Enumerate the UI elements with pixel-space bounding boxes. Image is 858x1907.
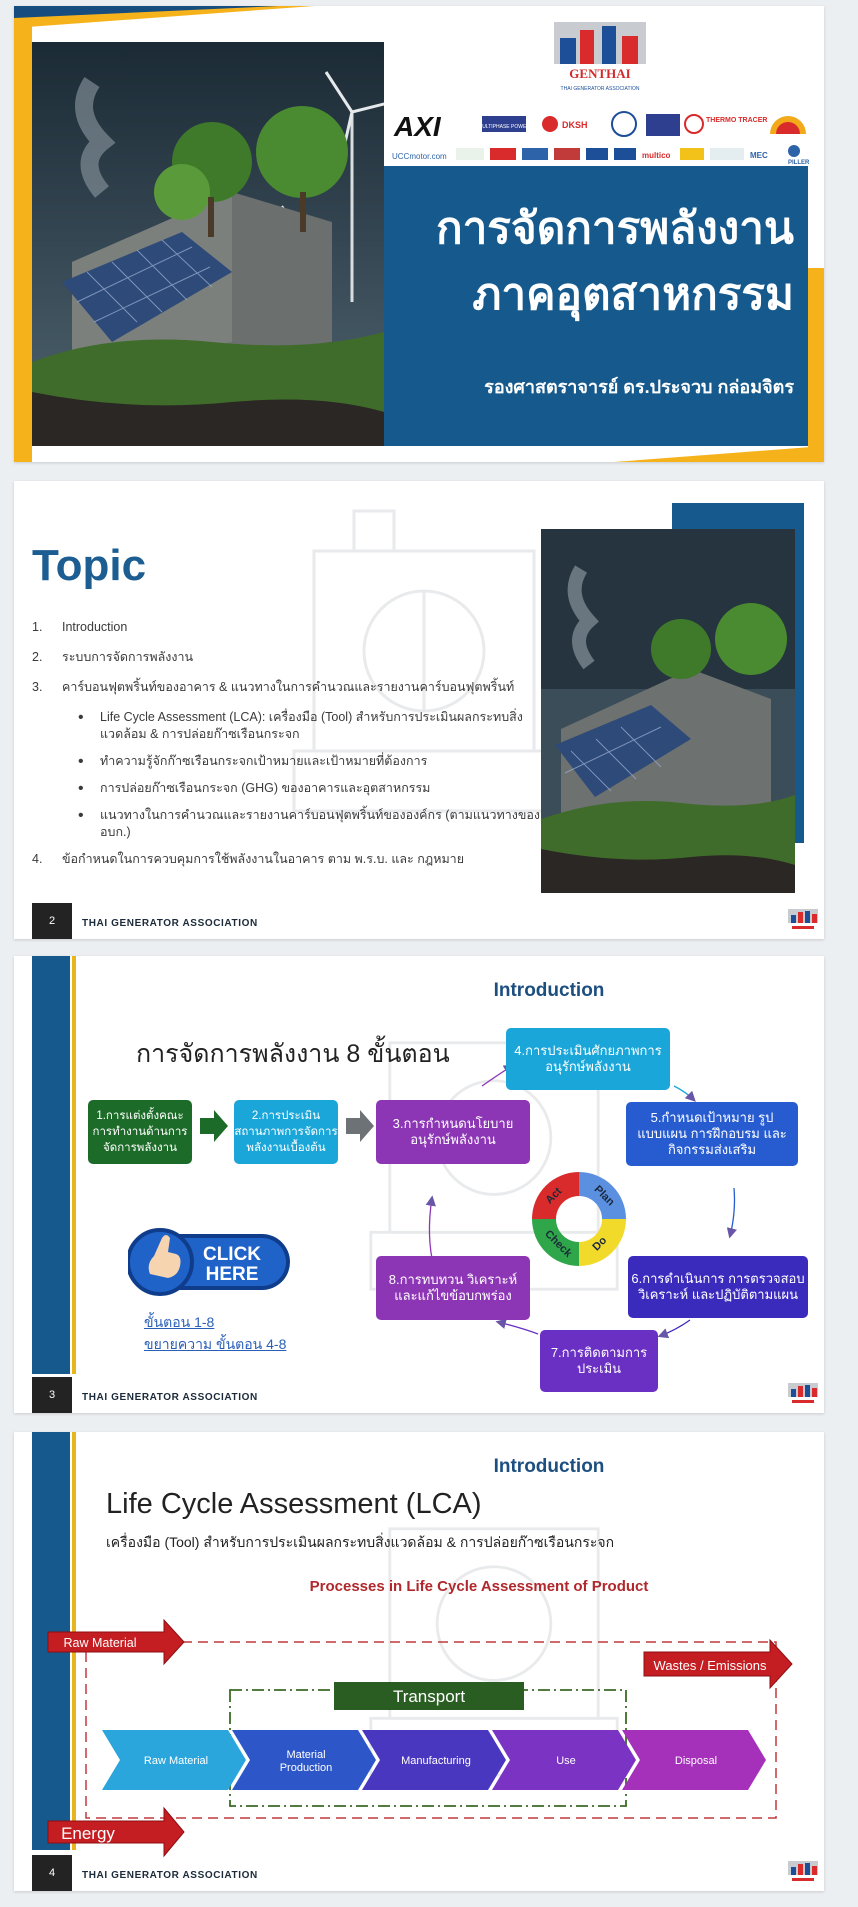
yellow-accent-right	[808, 268, 824, 462]
topic-subitem-3-text: การปล่อยก๊าซเรือนกระจก (GHG) ของอาคารและอุตสาหกรรม	[100, 781, 431, 795]
topic-item-2-num: 2.	[32, 650, 43, 664]
lca-diagram	[14, 1432, 824, 1862]
step-3-box: 3.การกำหนดนโยบายอนุรักษ์พลังงาน	[376, 1100, 530, 1164]
side-bar-accent	[72, 956, 76, 1374]
genthai-logo-text: GENTHAI	[569, 66, 631, 81]
step-7-box: 7.การติดตามการประเมิน	[540, 1330, 658, 1392]
step-2-box: 2.การประเมินสถานภาพการจัดการพลังงานเบื้องต้น	[234, 1100, 338, 1164]
topic-item-1-num: 1.	[32, 620, 43, 634]
pdca-do-label: Do	[590, 1234, 610, 1254]
bullet-icon: •	[78, 753, 84, 770]
chain-disposal-label: Disposal	[674, 1755, 718, 1767]
blue-accent-top	[14, 6, 279, 18]
step-4-box: 4.การประเมินศักยภาพการอนุรักษ์พลังงาน	[506, 1028, 670, 1090]
wastes-output-label: Wastes / Emissions	[653, 1658, 767, 1673]
topic-list	[32, 619, 542, 881]
logo-multico: multico	[642, 151, 671, 160]
lca-subtitle: เครื่องมือ (Tool) สำหรับการประเมินผลกระทบสิ่งแวดล้อม & การปล่อยก๊าซเรือนกระจก	[106, 1534, 615, 1550]
logo-multiphase: MULTIPHASE POWER	[478, 124, 530, 130]
genthai-mini-logo	[786, 1381, 820, 1407]
topic-subitem-3	[32, 780, 542, 797]
cover-author: รองศาสตราจารย์ ดร.ประจวบ กล่อมจิตร	[484, 377, 794, 397]
topic-item-4-num: 4.	[32, 852, 43, 866]
topic-item-2	[32, 649, 542, 666]
step-5-box: 5.กำหนดเป้าหมาย รูปแบบแผน การฝึกอบรม และกิจกรรมส่งเสริม	[626, 1102, 798, 1166]
slide-2-topic	[14, 481, 824, 939]
click-label: CLICK	[202, 1244, 262, 1265]
slide-footer	[14, 1855, 824, 1891]
lca-processes-title: Processes in Life Cycle Assessment of Product	[309, 1578, 649, 1595]
topic-heading: Topic	[32, 541, 147, 590]
logo-thermo-tracer: THERMO TRACER	[706, 117, 768, 124]
click-here-button[interactable]	[128, 1226, 294, 1298]
chain-material-production-label: Material Production	[279, 1749, 333, 1774]
topic-subitem-1-text: Life Cycle Assessment (LCA): เครื่องมือ (Tool) สำหรับการประเมินผลกระทบสิ่งแวดล้อม & การปล่อยก๊าซเรือนกระจก	[100, 710, 523, 741]
step-8-box: 8.การทบทวน วิเคราะห์ และแก้ไขข้อบกพร่อง	[376, 1256, 530, 1320]
cover-title-line-1: การจัดการพลังงาน	[435, 204, 794, 253]
genthai-logo	[550, 18, 650, 102]
logo-piller: PILLER	[788, 160, 810, 166]
topic-subitem-4-text: แนวทางในการคำนวณและรายงานคาร์บอนฟุตพริ้นท์ขององค์กร (ตามแนวทางของ อบก.)	[100, 808, 540, 839]
cover-title	[436, 196, 794, 328]
topic-item-4-text: ข้อกำหนดในการควบคุมการใช้พลังงานในอาคาร ตาม พ.ร.บ. และ กฎหมาย	[62, 852, 465, 866]
step-1-box: 1.การแต่งตั้งคณะการทำงานด้านการจัดการพลังงาน	[88, 1100, 192, 1164]
cover-title-line-2: ภาคอุตสาหกรรม	[472, 270, 794, 319]
pdca-cycle	[524, 1164, 634, 1274]
topic-item-1-text: Introduction	[62, 620, 128, 634]
section-title: Introduction	[493, 980, 605, 1001]
topic-item-3-text: คาร์บอนฟุตพริ้นท์ของอาคาร & แนวทางในการคำนวณและรายงานคาร์บอนฟุตพริ้นท์	[62, 680, 515, 694]
association-name: THAI GENERATOR ASSOCIATION	[82, 918, 258, 929]
topic-subitem-1	[32, 709, 542, 743]
pdca-plan-label: Plan	[591, 1183, 617, 1209]
topic-item-1	[32, 619, 542, 636]
topic-subitem-2-text: ทำความรู้จักก๊าซเรือนกระจกเป้าหมายและเป้าหมายที่ต้องการ	[100, 754, 428, 768]
here-label: HERE	[205, 1264, 259, 1285]
steps-4-8-detail-link[interactable]: ขยายความ ขั้นตอน 4-8	[144, 1336, 287, 1352]
chain-raw-material-label: Raw Material	[143, 1755, 209, 1767]
section-title: Introduction	[493, 1456, 605, 1477]
step-6-box: 6.การดำเนินการ การตรวจสอบ วิเคราะห์ และปฏิบัติตามแผน	[628, 1256, 808, 1318]
chain-manufacturing-label: Manufacturing	[401, 1755, 471, 1767]
topic-item-3	[32, 679, 542, 696]
slide-3-energy-management	[14, 956, 824, 1413]
bullet-icon: •	[78, 807, 84, 824]
association-name: THAI GENERATOR ASSOCIATION	[82, 1392, 258, 1403]
topic-item-3-num: 3.	[32, 680, 43, 694]
slide-1-cover	[14, 6, 824, 462]
lca-title: Life Cycle Assessment (LCA)	[106, 1488, 482, 1520]
slide-footer	[14, 1377, 824, 1413]
sponsor-logo-strip	[390, 104, 818, 166]
raw-material-input-label: Raw Material	[63, 1636, 137, 1650]
green-building-photo	[32, 42, 384, 446]
page-number: 3	[32, 1377, 72, 1413]
slide-footer	[14, 903, 824, 939]
genthai-logo-subtitle: THAI GENERATOR ASSOCIATION	[560, 86, 640, 92]
page-number: 2	[32, 903, 72, 939]
chain-use-label: Use	[556, 1755, 576, 1767]
sponsor-url: UCCmotor.com	[392, 152, 447, 161]
page-number: 4	[32, 1855, 72, 1891]
association-name: THAI GENERATOR ASSOCIATION	[82, 1870, 258, 1881]
yellow-accent-bottom	[614, 446, 824, 462]
slide-4-lca	[14, 1432, 824, 1891]
topic-subitem-2	[32, 753, 542, 770]
topic-item-4	[32, 851, 542, 868]
logo-mec: MEC	[750, 151, 768, 160]
steps-1-8-link[interactable]: ขั้นตอน 1-8	[144, 1314, 215, 1330]
green-building-photo	[541, 529, 795, 893]
energy-input-label: Energy	[61, 1824, 115, 1843]
genthai-mini-logo	[786, 1859, 820, 1885]
topic-item-2-text: ระบบการจัดการพลังงาน	[62, 650, 194, 664]
slide-heading: การจัดการพลังงาน 8 ขั้นตอน	[136, 1040, 450, 1068]
genthai-mini-logo	[786, 907, 820, 933]
yellow-accent-left	[14, 6, 32, 462]
logo-axi: AXI	[394, 111, 441, 142]
pdca-check-label: Check	[542, 1227, 575, 1260]
topic-subitem-4	[32, 807, 542, 841]
logo-dksh: DKSH	[562, 120, 588, 130]
bullet-icon: •	[78, 709, 84, 726]
side-bar	[32, 956, 70, 1374]
pdca-act-label: Act	[543, 1185, 565, 1207]
transport-label: Transport	[392, 1687, 466, 1706]
bullet-icon: •	[78, 780, 84, 797]
